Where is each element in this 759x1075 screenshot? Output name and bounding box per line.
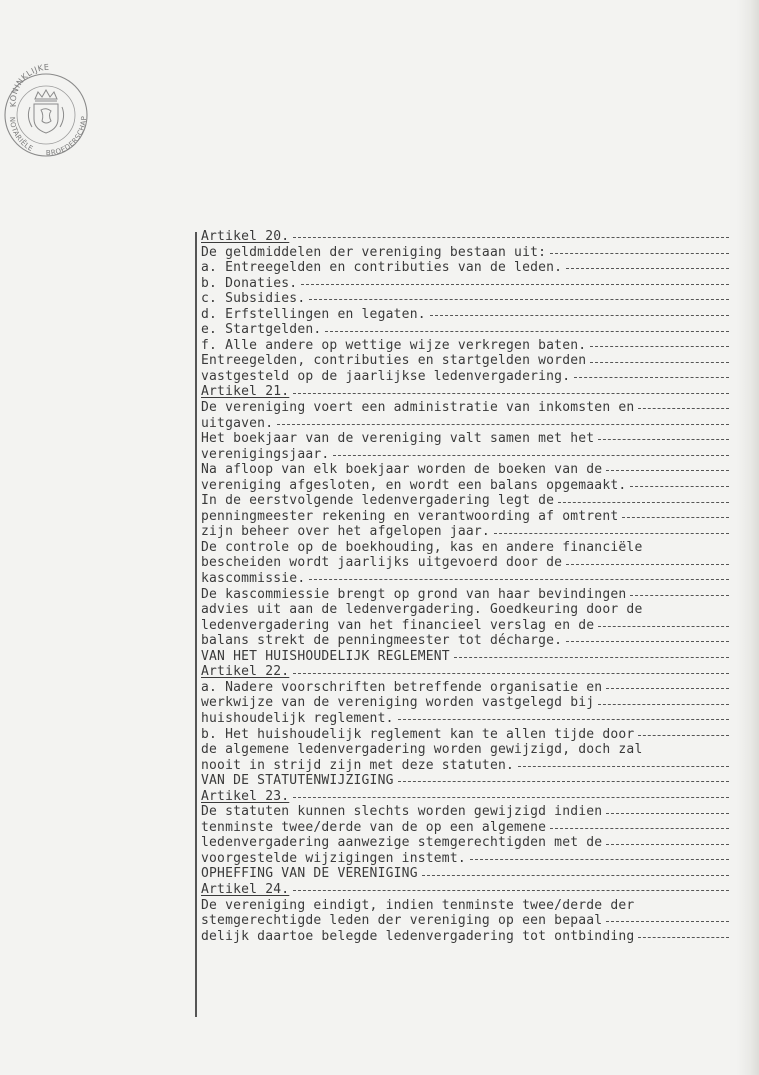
line-text: Het boekjaar van de vereniging valt samen met het: [201, 431, 595, 447]
line-text: a. Nadere voorschriften betreffende organisatie en: [201, 679, 603, 695]
dash-filler: [470, 859, 729, 860]
text-line: [201, 633, 729, 649]
notary-seal: [2, 55, 88, 161]
line-text: De statuten kunnen slechts worden gewijzigd indien: [201, 804, 603, 820]
line-text: delijk daartoe belegde ledenvergadering tot ontbinding: [201, 928, 635, 944]
dash-filler: [293, 890, 729, 891]
text-line: [201, 727, 729, 743]
line-text: b. Donaties.: [201, 275, 298, 291]
dash-filler: [606, 921, 729, 922]
line-text: zijn beheer over het afgelopen jaar.: [201, 524, 490, 540]
line-text: uitgaven.: [201, 415, 274, 431]
line-text: c. Subsidies.: [201, 291, 306, 307]
line-text: Entreegelden, contributies en startgelden worden: [201, 353, 587, 369]
dash-filler: [606, 470, 729, 471]
line-text: ledenvergadering aanwezige stemgerechtigden met de: [201, 835, 603, 851]
dash-filler: [518, 766, 729, 767]
text-line: [201, 758, 729, 774]
text-line: [201, 742, 729, 758]
dash-filler: [293, 673, 729, 674]
line-text: De kascommiessie brengt op grond van haar bevindingen: [201, 586, 627, 602]
dash-filler: [301, 284, 729, 285]
text-line: [201, 416, 729, 432]
text-line: [201, 835, 729, 851]
text-line: [201, 851, 729, 867]
text-line: [201, 369, 729, 385]
dash-filler: [566, 268, 729, 269]
line-text: De geldmiddelen der vereniging bestaan uit:: [201, 244, 547, 260]
text-line: [201, 462, 729, 478]
line-text: b. Het huishoudelijk reglement kan te allen tijde door: [201, 726, 635, 742]
text-line: [201, 929, 729, 945]
statute-text: [201, 229, 729, 944]
text-line: [201, 649, 729, 665]
line-text: verenigingsjaar.: [201, 446, 330, 462]
line-text: De vereniging eindigt, indien tenminste twee/derde der: [201, 897, 635, 913]
margin-rule: [195, 232, 197, 1017]
dash-filler: [494, 533, 729, 534]
text-line: [201, 276, 729, 292]
text-line: [201, 587, 729, 603]
page-edge-shadow: [737, 0, 759, 1075]
text-line: [201, 540, 729, 556]
dash-filler: [590, 362, 729, 363]
text-line: [201, 353, 729, 369]
line-text: tenminste twee/derde van de op een algemene: [201, 819, 547, 835]
text-line: [201, 695, 729, 711]
seal-text-right: BROEDERSCHAP: [45, 115, 88, 158]
text-line: [201, 820, 729, 836]
text-line: [201, 291, 729, 307]
dash-filler: [630, 486, 729, 487]
text-line: [201, 478, 729, 494]
dash-filler: [398, 719, 729, 720]
text-line: [201, 913, 729, 929]
dash-filler: [606, 844, 729, 845]
line-text: vereniging afgesloten, en wordt een balans opgemaakt.: [201, 477, 627, 493]
text-line: [201, 571, 729, 587]
line-text: f. Alle andere op wettige wijze verkregen baten.: [201, 337, 587, 353]
line-text: Artikel 21.: [201, 384, 290, 400]
line-text: de algemene ledenvergadering worden gewijzigd, doch zal: [201, 742, 643, 758]
text-line: [201, 602, 729, 618]
line-text: ledenvergadering van het financieel verslag en de: [201, 617, 595, 633]
line-text: OPHEFFING VAN DE VERENIGING: [201, 866, 418, 882]
dash-filler: [293, 797, 729, 798]
text-line: [201, 400, 729, 416]
coat-of-arms-icon: [28, 104, 63, 133]
dash-filler: [550, 253, 729, 254]
line-text: penningmeester rekening en verantwoording af omtrent: [201, 508, 619, 524]
line-text: vastgesteld op de jaarlijkse ledenvergadering.: [201, 368, 571, 384]
dash-filler: [422, 875, 729, 876]
dash-filler: [454, 657, 729, 658]
text-line: [201, 447, 729, 463]
dash-filler: [566, 564, 729, 565]
line-text: VAN DE STATUTENWIJZIGING: [201, 773, 394, 789]
dash-filler: [598, 439, 729, 440]
dash-filler: [293, 237, 729, 238]
dash-filler: [598, 704, 729, 705]
text-line: [201, 260, 729, 276]
line-text: kascommissie.: [201, 571, 306, 587]
text-line: [201, 307, 729, 323]
line-text: balans strekt de penningmeester tot décharge.: [201, 633, 563, 649]
line-text: De vereniging voert een administratie van inkomsten en: [201, 400, 635, 416]
dash-filler: [606, 688, 729, 689]
line-text: In de eerstvolgende ledenvergadering legt de: [201, 493, 555, 509]
article-heading-line: [201, 229, 729, 245]
text-line: [201, 322, 729, 338]
dash-filler: [333, 455, 729, 456]
text-line: [201, 804, 729, 820]
text-line: [201, 524, 729, 540]
dash-filler: [398, 781, 729, 782]
dash-filler: [638, 937, 729, 938]
line-text: Artikel 20.: [201, 229, 290, 244]
seal-text-left: NOTARIËLE: [7, 116, 35, 154]
article-heading-line: [201, 882, 729, 898]
dash-filler: [606, 813, 729, 814]
line-text: Artikel 22.: [201, 664, 290, 680]
text-line: [201, 898, 729, 914]
dash-filler: [558, 502, 729, 503]
crown-icon: [35, 90, 57, 101]
dash-filler: [574, 377, 729, 378]
dash-filler: [325, 331, 729, 332]
line-text: VAN HET HUISHOUDELIJK REGLEMENT: [201, 648, 450, 664]
line-text: Artikel 23.: [201, 788, 290, 804]
text-line: [201, 618, 729, 634]
dash-filler: [430, 315, 729, 316]
text-line: [201, 338, 729, 354]
dash-filler: [638, 735, 729, 736]
line-text: bescheiden wordt jaarlijks uitgevoerd door de: [201, 555, 563, 571]
dash-filler: [598, 626, 729, 627]
svg-text:BROEDERSCHAP: [46, 116, 88, 157]
dash-filler: [638, 408, 729, 409]
line-text: e. Startgelden.: [201, 322, 322, 338]
dash-filler: [622, 517, 729, 518]
article-heading-line: [201, 384, 729, 400]
line-text: d. Erfstellingen en legaten.: [201, 306, 426, 322]
line-text: voorgestelde wijzigingen instemt.: [201, 850, 466, 866]
text-line: [201, 431, 729, 447]
line-text: huishoudelijk reglement.: [201, 710, 394, 726]
text-line: [201, 493, 729, 509]
text-line: [201, 509, 729, 525]
text-line: [201, 555, 729, 571]
dash-filler: [309, 299, 729, 300]
line-text: Artikel 24.: [201, 881, 290, 897]
article-heading-line: [201, 789, 729, 805]
dash-filler: [630, 595, 729, 596]
dash-filler: [566, 641, 729, 642]
dash-filler: [293, 393, 729, 394]
text-line: [201, 245, 729, 261]
line-text: a. Entreegelden en contributies van de leden.: [201, 260, 563, 276]
text-line: [201, 680, 729, 696]
dash-filler: [590, 346, 729, 347]
text-line: [201, 773, 729, 789]
dash-filler: [277, 424, 729, 425]
line-text: Na afloop van elk boekjaar worden de boeken van de: [201, 462, 603, 478]
line-text: advies uit aan de ledenvergadering. Goedkeuring door de: [201, 602, 643, 618]
text-line: [201, 866, 729, 882]
seal-text-top: KONINKLIJKE: [8, 62, 50, 108]
line-text: stemgerechtigde leden der vereniging op een bepaal: [201, 913, 603, 929]
article-heading-line: [201, 664, 729, 680]
text-line: [201, 711, 729, 727]
line-text: De controle op de boekhouding, kas en andere financiële: [201, 539, 643, 555]
line-text: nooit in strijd zijn met deze statuten.: [201, 757, 515, 773]
dash-filler: [309, 579, 729, 580]
dash-filler: [550, 828, 729, 829]
line-text: werkwijze van de vereniging worden vastgelegd bij: [201, 695, 595, 711]
